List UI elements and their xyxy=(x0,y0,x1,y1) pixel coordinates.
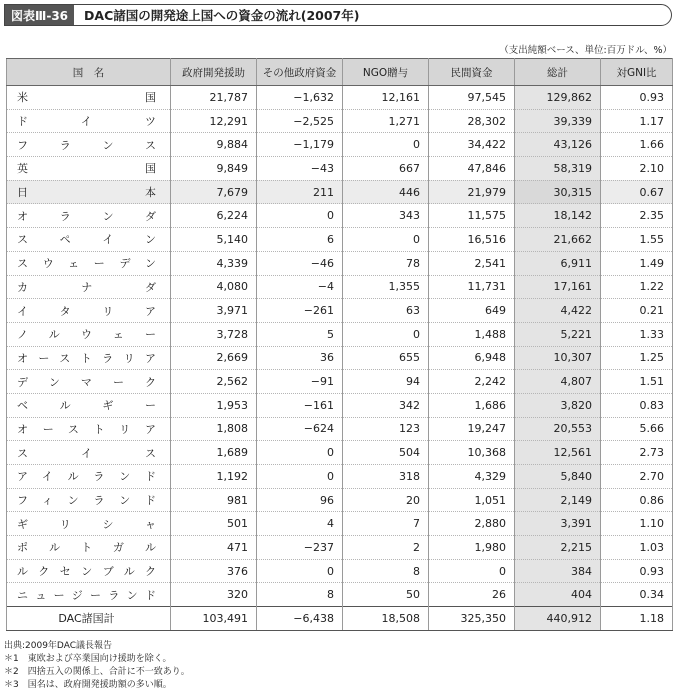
value-cell: 36 xyxy=(257,346,343,370)
value-cell: 2,669 xyxy=(171,346,257,370)
value-cell: 211 xyxy=(257,180,343,204)
country-cell: 米国 xyxy=(7,86,171,110)
table-row xyxy=(7,86,673,110)
country-cell: スペイン xyxy=(7,228,171,252)
value-cell: 1,808 xyxy=(171,417,257,441)
value-cell: 1,488 xyxy=(429,322,515,346)
value-cell: 6,911 xyxy=(515,251,601,275)
column-header: 総計 xyxy=(515,59,601,86)
table-row xyxy=(7,204,673,228)
value-cell: −1,179 xyxy=(257,133,343,157)
value-cell: 11,575 xyxy=(429,204,515,228)
footnote: ＊2 四捨五入の関係上、合計に不一致あり。 xyxy=(4,667,190,677)
value-cell: 1.25 xyxy=(601,346,673,370)
source-note: 出典:2009年DAC議長報告 xyxy=(4,641,112,651)
table-row xyxy=(7,488,673,512)
table-row xyxy=(7,228,673,252)
value-cell: 30,315 xyxy=(515,180,601,204)
value-cell: 34,422 xyxy=(429,133,515,157)
country-cell: ベルギー xyxy=(7,393,171,417)
value-cell: −6,438 xyxy=(257,607,343,631)
value-cell: 342 xyxy=(343,393,429,417)
value-cell: 21,979 xyxy=(429,180,515,204)
value-cell: 981 xyxy=(171,488,257,512)
value-cell: 0 xyxy=(257,441,343,465)
value-cell: 2,242 xyxy=(429,370,515,394)
figure-label: 図表Ⅲ-36 xyxy=(5,5,74,25)
value-cell: 1.66 xyxy=(601,133,673,157)
value-cell: 1,192 xyxy=(171,465,257,489)
value-cell: 4,329 xyxy=(429,465,515,489)
value-cell: 4 xyxy=(257,512,343,536)
value-cell: 21,662 xyxy=(515,228,601,252)
table-row xyxy=(7,299,673,323)
value-cell: 3,728 xyxy=(171,322,257,346)
column-header: NGO贈与 xyxy=(343,59,429,86)
table-row xyxy=(7,536,673,560)
table-row xyxy=(7,441,673,465)
value-cell: 0 xyxy=(257,465,343,489)
value-cell: 649 xyxy=(429,299,515,323)
value-cell: 6,224 xyxy=(171,204,257,228)
country-cell: オーストラリア xyxy=(7,346,171,370)
country-cell: ルクセンブルク xyxy=(7,559,171,583)
value-cell: 12,161 xyxy=(343,86,429,110)
value-cell: 3,971 xyxy=(171,299,257,323)
value-cell: 39,339 xyxy=(515,109,601,133)
value-cell: 2.10 xyxy=(601,157,673,181)
value-cell: 5 xyxy=(257,322,343,346)
value-cell: 7,679 xyxy=(171,180,257,204)
value-cell: 97,545 xyxy=(429,86,515,110)
value-cell: 325,350 xyxy=(429,607,515,631)
value-cell: 2,562 xyxy=(171,370,257,394)
value-cell: 5,840 xyxy=(515,465,601,489)
value-cell: 0 xyxy=(343,228,429,252)
value-cell: 0.86 xyxy=(601,488,673,512)
country-cell: ポルトガル xyxy=(7,536,171,560)
column-header: 政府開発援助 xyxy=(171,59,257,86)
value-cell: 1,686 xyxy=(429,393,515,417)
value-cell: −46 xyxy=(257,251,343,275)
value-cell: 3,391 xyxy=(515,512,601,536)
table-row xyxy=(7,275,673,299)
value-cell: 8 xyxy=(343,559,429,583)
value-cell: 1.18 xyxy=(601,607,673,631)
notes xyxy=(4,640,190,692)
column-header: 国 名 xyxy=(7,59,171,86)
table-row xyxy=(7,251,673,275)
value-cell: 18,142 xyxy=(515,204,601,228)
value-cell: −237 xyxy=(257,536,343,560)
value-cell: 0 xyxy=(257,204,343,228)
value-cell: 58,319 xyxy=(515,157,601,181)
table-row xyxy=(7,583,673,607)
value-cell: 1.17 xyxy=(601,109,673,133)
value-cell: 2 xyxy=(343,536,429,560)
value-cell: 1.22 xyxy=(601,275,673,299)
value-cell: 446 xyxy=(343,180,429,204)
table-row xyxy=(7,157,673,181)
country-cell: ギリシャ xyxy=(7,512,171,536)
table-row xyxy=(7,346,673,370)
figure-title-box xyxy=(4,4,672,26)
value-cell: 3,820 xyxy=(515,393,601,417)
value-cell: 9,849 xyxy=(171,157,257,181)
value-cell: 1.55 xyxy=(601,228,673,252)
value-cell: 655 xyxy=(343,346,429,370)
value-cell: −43 xyxy=(257,157,343,181)
value-cell: 343 xyxy=(343,204,429,228)
table-row xyxy=(7,133,673,157)
value-cell: −91 xyxy=(257,370,343,394)
total-row xyxy=(7,607,673,631)
value-cell: −161 xyxy=(257,393,343,417)
value-cell: −261 xyxy=(257,299,343,323)
country-cell: カナダ xyxy=(7,275,171,299)
value-cell: 0.83 xyxy=(601,393,673,417)
value-cell: 123 xyxy=(343,417,429,441)
value-cell: 1,051 xyxy=(429,488,515,512)
value-cell: 6 xyxy=(257,228,343,252)
value-cell: 0 xyxy=(343,133,429,157)
value-cell: 5.66 xyxy=(601,417,673,441)
value-cell: 2,149 xyxy=(515,488,601,512)
value-cell: 0.21 xyxy=(601,299,673,323)
value-cell: 1,953 xyxy=(171,393,257,417)
value-cell: 501 xyxy=(171,512,257,536)
value-cell: 384 xyxy=(515,559,601,583)
value-cell: 4,339 xyxy=(171,251,257,275)
value-cell: 18,508 xyxy=(343,607,429,631)
value-cell: 667 xyxy=(343,157,429,181)
value-cell: 12,561 xyxy=(515,441,601,465)
value-cell: 0.67 xyxy=(601,180,673,204)
value-cell: 2.70 xyxy=(601,465,673,489)
value-cell: 1.03 xyxy=(601,536,673,560)
value-cell: 0 xyxy=(429,559,515,583)
value-cell: 8 xyxy=(257,583,343,607)
value-cell: 50 xyxy=(343,583,429,607)
value-cell: 11,731 xyxy=(429,275,515,299)
table-row xyxy=(7,393,673,417)
table-row xyxy=(7,465,673,489)
value-cell: 43,126 xyxy=(515,133,601,157)
country-cell: デンマーク xyxy=(7,370,171,394)
value-cell: 19,247 xyxy=(429,417,515,441)
country-cell: オーストリア xyxy=(7,417,171,441)
table-row xyxy=(7,512,673,536)
value-cell: 1.10 xyxy=(601,512,673,536)
value-cell: 47,846 xyxy=(429,157,515,181)
value-cell: 63 xyxy=(343,299,429,323)
table-row xyxy=(7,109,673,133)
country-cell: DAC諸国計 xyxy=(7,607,171,631)
value-cell: 376 xyxy=(171,559,257,583)
value-cell: 6,948 xyxy=(429,346,515,370)
value-cell: 1,271 xyxy=(343,109,429,133)
value-cell: 4,807 xyxy=(515,370,601,394)
value-cell: 2.35 xyxy=(601,204,673,228)
value-cell: 10,307 xyxy=(515,346,601,370)
country-cell: 日本 xyxy=(7,180,171,204)
value-cell: 440,912 xyxy=(515,607,601,631)
value-cell: −1,632 xyxy=(257,86,343,110)
value-cell: 1.33 xyxy=(601,322,673,346)
value-cell: 129,862 xyxy=(515,86,601,110)
country-cell: フィンランド xyxy=(7,488,171,512)
value-cell: 96 xyxy=(257,488,343,512)
value-cell: 28,302 xyxy=(429,109,515,133)
country-cell: 英国 xyxy=(7,157,171,181)
value-cell: 504 xyxy=(343,441,429,465)
figure-title: DAC諸国の開発途上国への資金の流れ(2007年) xyxy=(84,8,360,23)
value-cell: 0.34 xyxy=(601,583,673,607)
value-cell: 471 xyxy=(171,536,257,560)
country-cell: ニュージーランド xyxy=(7,583,171,607)
country-cell: スイス xyxy=(7,441,171,465)
value-cell: 4,422 xyxy=(515,299,601,323)
value-cell: 21,787 xyxy=(171,86,257,110)
country-cell: スウェーデン xyxy=(7,251,171,275)
country-cell: フランス xyxy=(7,133,171,157)
country-cell: ドイツ xyxy=(7,109,171,133)
value-cell: 2.73 xyxy=(601,441,673,465)
value-cell: 103,491 xyxy=(171,607,257,631)
value-cell: 318 xyxy=(343,465,429,489)
value-cell: 1.49 xyxy=(601,251,673,275)
footnote: ＊1 東欧および卒業国向け援助を除く。 xyxy=(4,654,172,664)
value-cell: 20 xyxy=(343,488,429,512)
column-header: その他政府資金 xyxy=(257,59,343,86)
value-cell: 1.51 xyxy=(601,370,673,394)
value-cell: 0.93 xyxy=(601,86,673,110)
value-cell: 26 xyxy=(429,583,515,607)
table-row xyxy=(7,322,673,346)
country-cell: アイルランド xyxy=(7,465,171,489)
value-cell: 0 xyxy=(257,559,343,583)
column-header: 対GNI比 xyxy=(601,59,673,86)
value-cell: 94 xyxy=(343,370,429,394)
country-cell: ノルウェー xyxy=(7,322,171,346)
value-cell: 7 xyxy=(343,512,429,536)
value-cell: 1,980 xyxy=(429,536,515,560)
column-header: 民間資金 xyxy=(429,59,515,86)
value-cell: 0 xyxy=(343,322,429,346)
value-cell: 12,291 xyxy=(171,109,257,133)
value-cell: 78 xyxy=(343,251,429,275)
value-cell: −624 xyxy=(257,417,343,441)
table-row xyxy=(7,417,673,441)
value-cell: 9,884 xyxy=(171,133,257,157)
value-cell: 2,880 xyxy=(429,512,515,536)
value-cell: −4 xyxy=(257,275,343,299)
table-header-row xyxy=(7,59,673,86)
value-cell: 17,161 xyxy=(515,275,601,299)
value-cell: 0.93 xyxy=(601,559,673,583)
footnote: ＊3 国名は、政府開発援助額の多い順。 xyxy=(4,680,172,690)
value-cell: 2,541 xyxy=(429,251,515,275)
table-row xyxy=(7,559,673,583)
data-table xyxy=(6,58,673,631)
value-cell: −2,525 xyxy=(257,109,343,133)
value-cell: 20,553 xyxy=(515,417,601,441)
value-cell: 16,516 xyxy=(429,228,515,252)
country-cell: オランダ xyxy=(7,204,171,228)
country-cell: イタリア xyxy=(7,299,171,323)
value-cell: 2,215 xyxy=(515,536,601,560)
value-cell: 1,689 xyxy=(171,441,257,465)
value-cell: 404 xyxy=(515,583,601,607)
value-cell: 5,140 xyxy=(171,228,257,252)
value-cell: 10,368 xyxy=(429,441,515,465)
value-cell: 5,221 xyxy=(515,322,601,346)
value-cell: 1,355 xyxy=(343,275,429,299)
value-cell: 4,080 xyxy=(171,275,257,299)
table-row xyxy=(7,370,673,394)
unit-note: （支出純額ベース、単位:百万ドル、%） xyxy=(499,45,672,56)
table-row xyxy=(7,180,673,204)
value-cell: 320 xyxy=(171,583,257,607)
